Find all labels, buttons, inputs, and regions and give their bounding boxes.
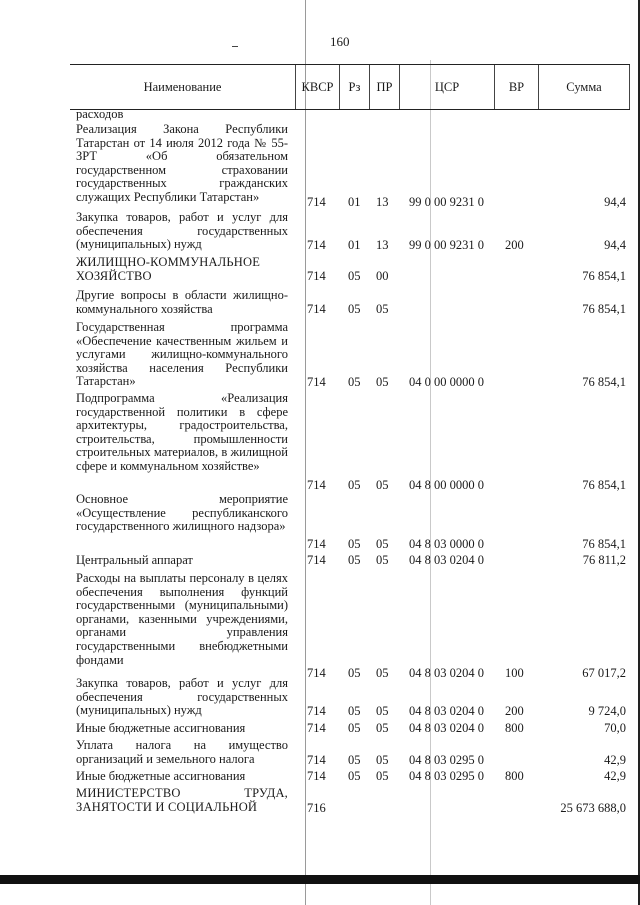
- row-pr: 00: [376, 269, 389, 283]
- margin-mark: [232, 46, 238, 47]
- row-pr: 05: [376, 704, 389, 718]
- row-kvsr: 714: [307, 478, 326, 492]
- row-sum: 9 724,0: [588, 704, 626, 718]
- row-kvsr: 714: [307, 302, 326, 316]
- row-sum: 76 854,1: [582, 375, 626, 389]
- row-name: Другие вопросы в области жилищно-коммунального хозяйства: [76, 288, 288, 316]
- row-vr: 800: [505, 721, 524, 735]
- row-kvsr: 714: [307, 721, 326, 735]
- row-sum: 42,9: [604, 769, 626, 783]
- row-pr: 05: [376, 302, 389, 316]
- row-name: Иные бюджетные ассигнования: [76, 769, 246, 783]
- row-pr: 05: [376, 478, 389, 492]
- row-sum: 42,9: [604, 753, 626, 767]
- row-sum: 76 811,2: [582, 553, 626, 567]
- row-sum: 94,4: [604, 195, 626, 209]
- row-sum: 94,4: [604, 238, 626, 252]
- row-csr: 04 8 00 0000 0: [409, 478, 484, 492]
- row-rz: 05: [348, 721, 361, 735]
- row-rz: 05: [348, 769, 361, 783]
- row-rz: 01: [348, 195, 361, 209]
- row-name: МИНИСТЕРСТВО ТРУДА, ЗАНЯТОСТИ И СОЦИАЛЬНОЙ: [76, 786, 288, 814]
- row-kvsr: 714: [307, 553, 326, 567]
- row-name: расходов: [76, 107, 124, 121]
- row-name: Центральный аппарат: [76, 553, 193, 567]
- row-name: Расходы на выплаты персоналу в целях обеспечения выполнения функций государственными (муниципальными) органами, казенными учреждениями, органами управления государственными внебюджетными фондами: [76, 571, 288, 667]
- row-csr: 04 8 03 0204 0: [409, 553, 484, 567]
- row-rz: 05: [348, 302, 361, 316]
- column-rule: [305, 0, 306, 905]
- row-kvsr: 714: [307, 238, 326, 252]
- row-name: Основное мероприятие «Осуществление республиканского государственного жилищного надзора»: [76, 492, 288, 534]
- page-number: 160: [330, 34, 350, 49]
- row-csr: 04 8 03 0000 0: [409, 537, 484, 551]
- row-vr: 200: [505, 238, 524, 252]
- row-kvsr: 714: [307, 704, 326, 718]
- row-pr: 05: [376, 375, 389, 389]
- row-name: Подпрограмма «Реализация государственной политики в сфере архитектуры, градостроительства, строительства, промышленности строительных материалов, в жилищной сфере и коммунальном хозяйстве»: [76, 391, 288, 473]
- row-name: Иные бюджетные ассигнования: [76, 721, 246, 735]
- row-csr: 04 8 03 0295 0: [409, 769, 484, 783]
- row-sum: 76 854,1: [582, 269, 626, 283]
- row-rz: 05: [348, 269, 361, 283]
- row-sum: 70,0: [604, 721, 626, 735]
- row-rz: 05: [348, 553, 361, 567]
- row-name: Закупка товаров, работ и услуг для обеспечения государственных (муниципальных) нужд: [76, 676, 288, 718]
- row-vr: 100: [505, 666, 524, 680]
- header-rz: Рз: [339, 65, 369, 109]
- header-name: Наименование: [143, 79, 222, 94]
- row-rz: 05: [348, 478, 361, 492]
- row-rz: 05: [348, 375, 361, 389]
- row-name: ЖИЛИЩНО-КОММУНАЛЬНОЕ ХОЗЯЙСТВО: [76, 255, 261, 283]
- row-sum: 76 854,1: [582, 478, 626, 492]
- row-name: Уплата налога на имущество организаций и земельного налога: [76, 738, 288, 766]
- header-pr: ПР: [369, 65, 399, 109]
- row-vr: 800: [505, 769, 524, 783]
- row-name: Реализация Закона Республики Татарстан от 14 июля 2012 года № 55-ЗРТ «Об обязательном государственном страховании государственных гражданских служащих Республики Татарстан»: [76, 122, 288, 204]
- row-name: Закупка товаров, работ и услуг для обеспечения государственных (муниципальных) нужд: [76, 210, 288, 252]
- row-pr: 05: [376, 666, 389, 680]
- row-rz: 05: [348, 537, 361, 551]
- row-rz: 05: [348, 753, 361, 767]
- header-kvsr: КВСР: [295, 65, 339, 109]
- row-pr: 05: [376, 769, 389, 783]
- row-csr: 04 8 03 0204 0: [409, 721, 484, 735]
- table-header: [70, 64, 630, 110]
- row-kvsr: 714: [307, 666, 326, 680]
- row-vr: 200: [505, 704, 524, 718]
- header-sum: Сумма: [538, 65, 630, 109]
- row-kvsr: 714: [307, 375, 326, 389]
- scan-border-bottom: [0, 875, 640, 884]
- row-kvsr: 714: [307, 753, 326, 767]
- row-sum: 76 854,1: [582, 302, 626, 316]
- row-pr: 05: [376, 753, 389, 767]
- row-pr: 13: [376, 238, 389, 252]
- row-kvsr: 714: [307, 195, 326, 209]
- row-pr: 05: [376, 537, 389, 551]
- row-csr: 04 0 00 0000 0: [409, 375, 484, 389]
- row-pr: 13: [376, 195, 389, 209]
- row-pr: 05: [376, 553, 389, 567]
- header-csr: ЦСР: [399, 65, 494, 109]
- row-rz: 05: [348, 666, 361, 680]
- row-csr: 04 8 03 0295 0: [409, 753, 484, 767]
- header-vr: ВР: [494, 65, 538, 109]
- row-csr: 99 0 00 9231 0: [409, 238, 484, 252]
- row-pr: 05: [376, 721, 389, 735]
- row-rz: 01: [348, 238, 361, 252]
- row-sum: 67 017,2: [582, 666, 626, 680]
- row-kvsr: 714: [307, 769, 326, 783]
- row-sum: 76 854,1: [582, 537, 626, 551]
- row-csr: 04 8 03 0204 0: [409, 704, 484, 718]
- row-kvsr: 716: [307, 801, 326, 815]
- row-sum: 25 673 688,0: [560, 801, 626, 815]
- row-name: Государственная программа «Обеспечение качественным жильем и услугами жилищно-коммунального хозяйства населения Республики Татарстан»: [76, 320, 288, 389]
- row-kvsr: 714: [307, 537, 326, 551]
- row-csr: 99 0 00 9231 0: [409, 195, 484, 209]
- row-csr: 04 8 03 0204 0: [409, 666, 484, 680]
- row-kvsr: 714: [307, 269, 326, 283]
- row-rz: 05: [348, 704, 361, 718]
